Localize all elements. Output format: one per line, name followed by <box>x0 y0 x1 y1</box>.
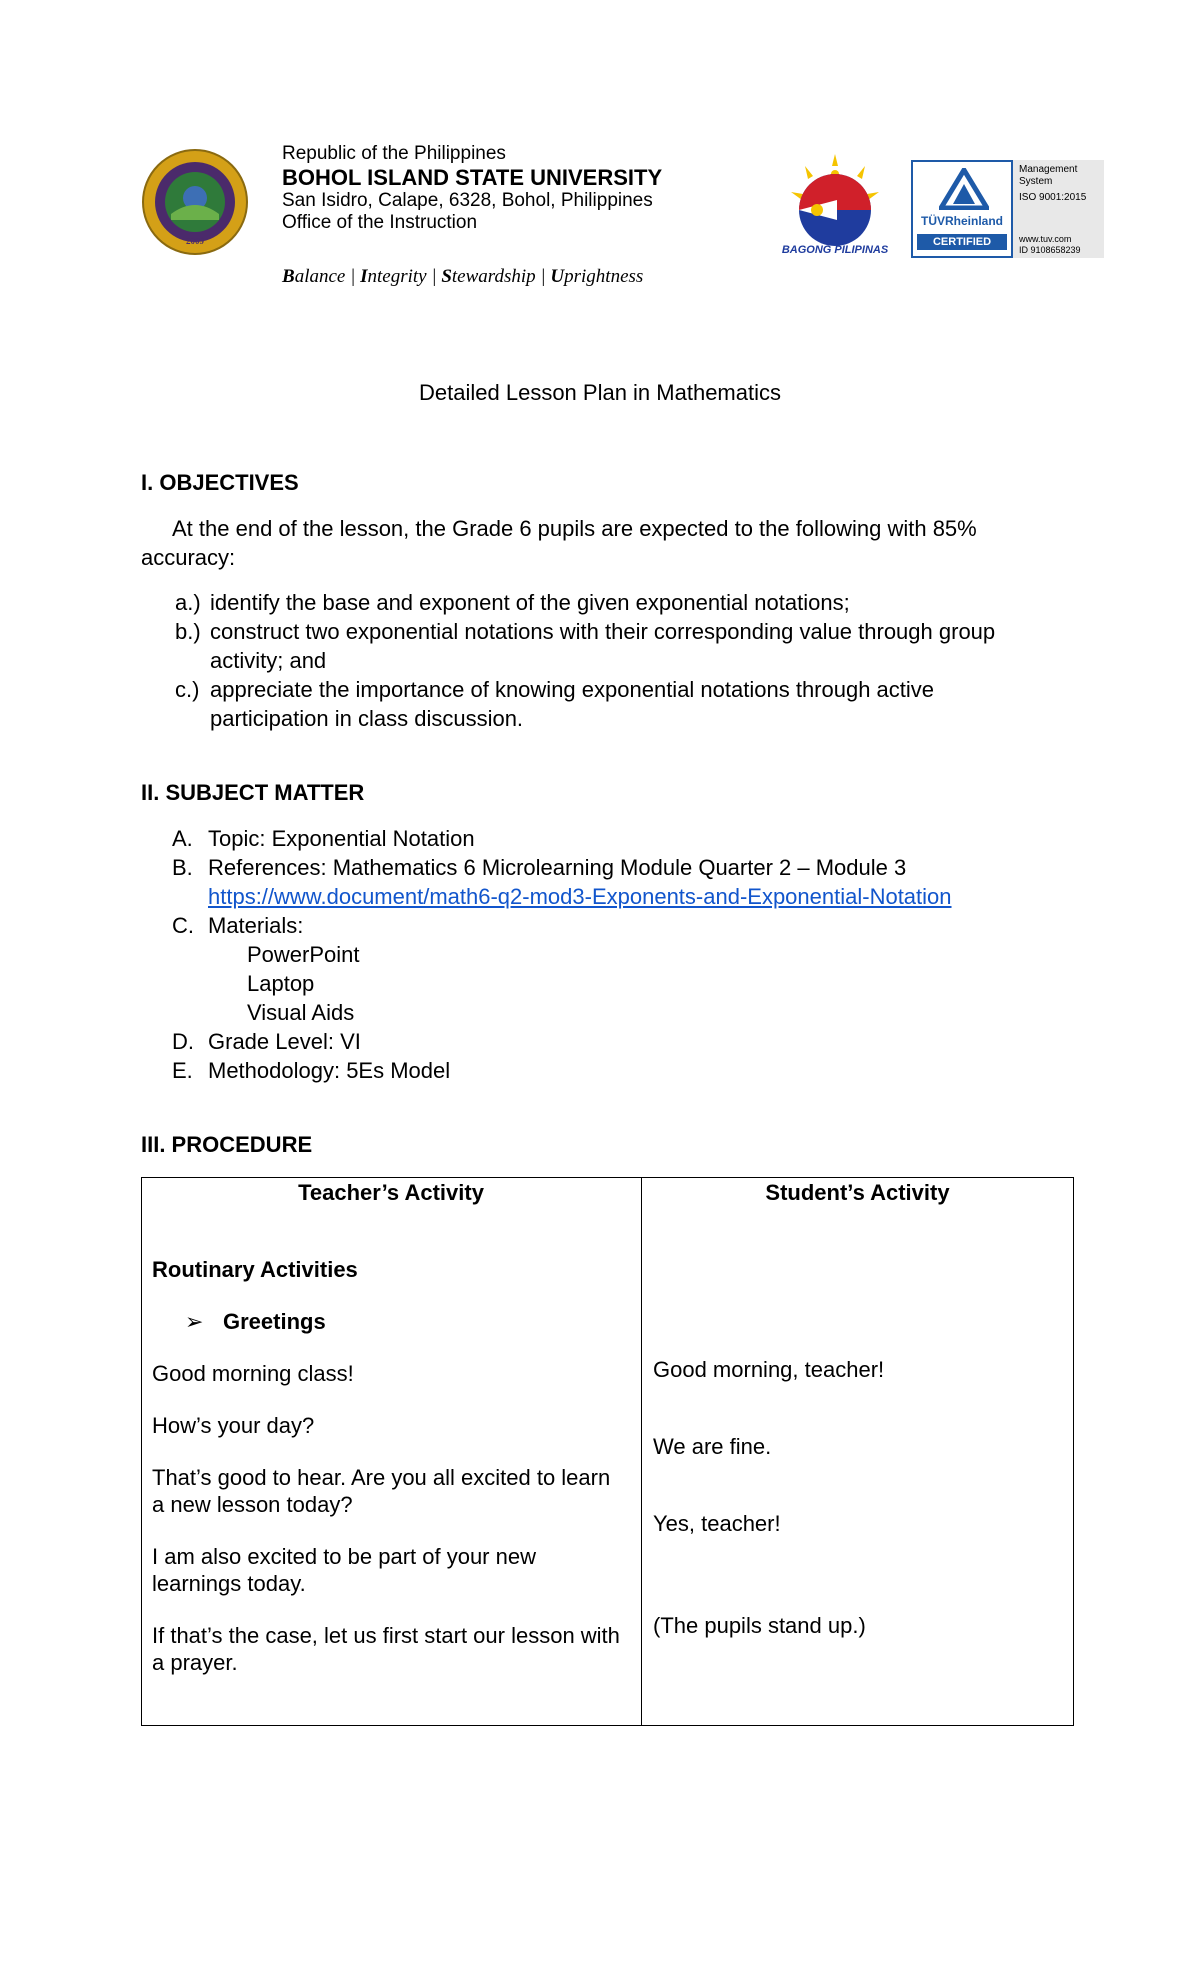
material-item: Visual Aids <box>247 1000 355 1025</box>
subject-label: C. <box>172 913 194 938</box>
bagong-pilipinas-logo <box>775 152 895 262</box>
student-line: Good morning, teacher! <box>653 1357 885 1382</box>
teacher-line: How’s your day? <box>152 1413 315 1438</box>
document-title: Detailed Lesson Plan in Mathematics <box>419 380 781 405</box>
reference-link[interactable]: https://www.document/math6-q2-mod3-Exponents-and-Exponential-Notation <box>208 884 952 909</box>
tuv-certification-badge <box>911 160 1104 258</box>
objective-text-cont: activity; and <box>210 648 327 673</box>
objective-label: b.) <box>175 619 201 644</box>
tuv-id: ID 9108658239 <box>1019 245 1081 255</box>
objective-item <box>175 588 201 617</box>
tuv-iso: ISO 9001:2015 <box>1019 192 1087 203</box>
subject-label: B. <box>172 855 193 880</box>
subject-grade-level: Grade Level: VI <box>208 1029 361 1054</box>
subject-label: A. <box>172 826 193 851</box>
university-motto: Balance | Integrity | Stewardship | Uprightness <box>282 266 644 287</box>
subject-materials: Materials: <box>208 913 304 938</box>
bagong-pilipinas-text: BAGONG PILIPINAS <box>781 244 889 256</box>
subject-label: D. <box>172 1029 194 1054</box>
university-seal-logo <box>141 148 249 256</box>
tuv-system: System <box>1019 176 1053 187</box>
teacher-line: If that’s the case, let us first start our lesson with a prayer. <box>152 1623 620 1675</box>
tuv-mgmt: Management <box>1019 164 1078 175</box>
student-line: (The pupils stand up.) <box>653 1613 866 1638</box>
teacher-activity-header: Teacher’s Activity <box>298 1180 484 1205</box>
tuv-brand: TÜVRheinland <box>920 214 1003 228</box>
subject-references: References: Mathematics 6 Microlearning Module Quarter 2 – Module 3 <box>208 855 907 880</box>
greetings-label: Greetings <box>223 1309 326 1334</box>
office-line: Office of the Instruction <box>282 212 478 233</box>
student-line: We are fine. <box>653 1434 772 1459</box>
arrow-bullet-icon: ➢ <box>185 1309 204 1334</box>
tuv-logo-box <box>911 160 1013 258</box>
objectives-heading: I. OBJECTIVES <box>141 470 299 495</box>
svg-text:2009: 2009 <box>186 236 204 246</box>
tuv-certified-label: CERTIFIED <box>917 234 1007 250</box>
subject-matter-heading: II. SUBJECT MATTER <box>141 780 365 805</box>
student-activity-header: Student’s Activity <box>765 1180 950 1205</box>
objective-item <box>175 675 199 704</box>
table-column-divider <box>641 1177 642 1726</box>
tuv-url: www.tuv.com <box>1019 234 1072 244</box>
objective-label: a.) <box>175 590 201 615</box>
tuv-info-panel <box>1013 160 1104 258</box>
teacher-line: That’s good to hear. Are you all excited to learn a new lesson today? <box>152 1465 611 1517</box>
objective-text: appreciate the importance of knowing exponential notations through active <box>210 677 935 702</box>
material-item: PowerPoint <box>247 942 360 967</box>
objective-text: construct two exponential notations with their corresponding value through group <box>210 619 996 644</box>
objectives-intro: At the end of the lesson, the Grade 6 pupils are expected to the following with 85% accuracy: <box>141 516 977 570</box>
procedure-heading: III. PROCEDURE <box>141 1132 313 1157</box>
objective-text-cont: participation in class discussion. <box>210 706 524 731</box>
routinary-activities-label: Routinary Activities <box>152 1257 358 1282</box>
header-text-block <box>282 143 662 234</box>
material-item: Laptop <box>247 971 315 996</box>
teacher-line: Good morning class! <box>152 1361 354 1386</box>
subject-topic: Topic: Exponential Notation <box>208 826 475 851</box>
subject-label: E. <box>172 1058 193 1083</box>
teacher-line: I am also excited to be part of your new learnings today. <box>152 1544 536 1596</box>
address-line: San Isidro, Calape, 6328, Bohol, Philippines <box>282 190 653 211</box>
objective-text: identify the base and exponent of the given exponential notations; <box>210 590 850 615</box>
objective-label: c.) <box>175 677 200 702</box>
tuv-triangle-icon <box>939 168 989 210</box>
student-line: Yes, teacher! <box>653 1511 781 1536</box>
republic-line: Republic of the Philippines <box>282 143 506 164</box>
objective-item <box>175 617 201 646</box>
university-name: BOHOL ISLAND STATE UNIVERSITY <box>282 165 663 190</box>
subject-methodology: Methodology: 5Es Model <box>208 1058 451 1083</box>
